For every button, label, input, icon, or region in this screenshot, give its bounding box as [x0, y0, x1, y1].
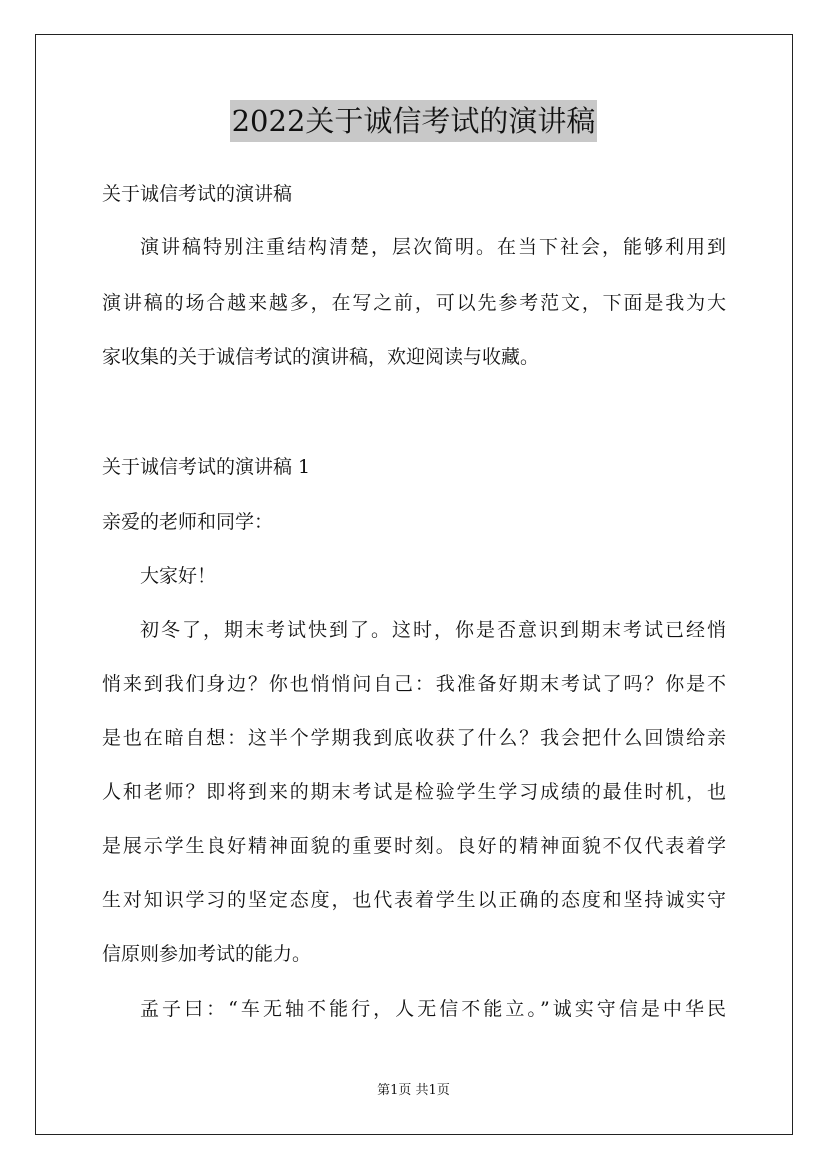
title-container — [0, 100, 827, 142]
paragraph-line: 初冬了，期末考试快到了。这时，你是否意识到期末考试已经悄 — [140, 619, 726, 641]
paragraph-line: 悄来到我们身边？你也悄悄问自己：我准备好期末考试了吗？你是不 — [102, 673, 726, 695]
paragraph-line: 家收集的关于诚信考试的演讲稿，欢迎阅读与收藏。 — [102, 346, 540, 368]
greeting: 大家好！ — [140, 565, 217, 587]
paragraph-line: 演讲稿的场合越来越多，在写之前，可以先参考范文，下面是我为大 — [102, 292, 726, 314]
document-title: 2022关于诚信考试的演讲稿 — [230, 100, 598, 142]
page-footer: 第1页 共1页 — [377, 1083, 450, 1098]
subtitle-line: 关于诚信考试的演讲稿 — [102, 183, 293, 205]
section-heading: 关于诚信考试的演讲稿 1 — [102, 456, 311, 478]
salutation: 亲爱的老师和同学： — [102, 511, 274, 533]
paragraph-line: 信原则参加考试的能力。 — [102, 943, 312, 965]
paragraph-line: 演讲稿特别注重结构清楚，层次简明。在当下社会，能够利用到 — [140, 236, 726, 258]
paragraph-line: 是也在暗自想：这半个学期我到底收获了什么？我会把什么回馈给亲 — [102, 727, 726, 749]
paragraph-line: 是展示学生良好精神面貌的重要时刻。良好的精神面貌不仅代表着学 — [102, 835, 726, 857]
paragraph-line: 孟子曰：“车无轴不能行，人无信不能立。”诚实守信是中华民 — [140, 998, 726, 1020]
paragraph-line: 生对知识学习的坚定态度，也代表着学生以正确的态度和坚持诚实守 — [102, 889, 726, 911]
paragraph-line: 人和老师？即将到来的期末考试是检验学生学习成绩的最佳时机，也 — [102, 781, 726, 803]
